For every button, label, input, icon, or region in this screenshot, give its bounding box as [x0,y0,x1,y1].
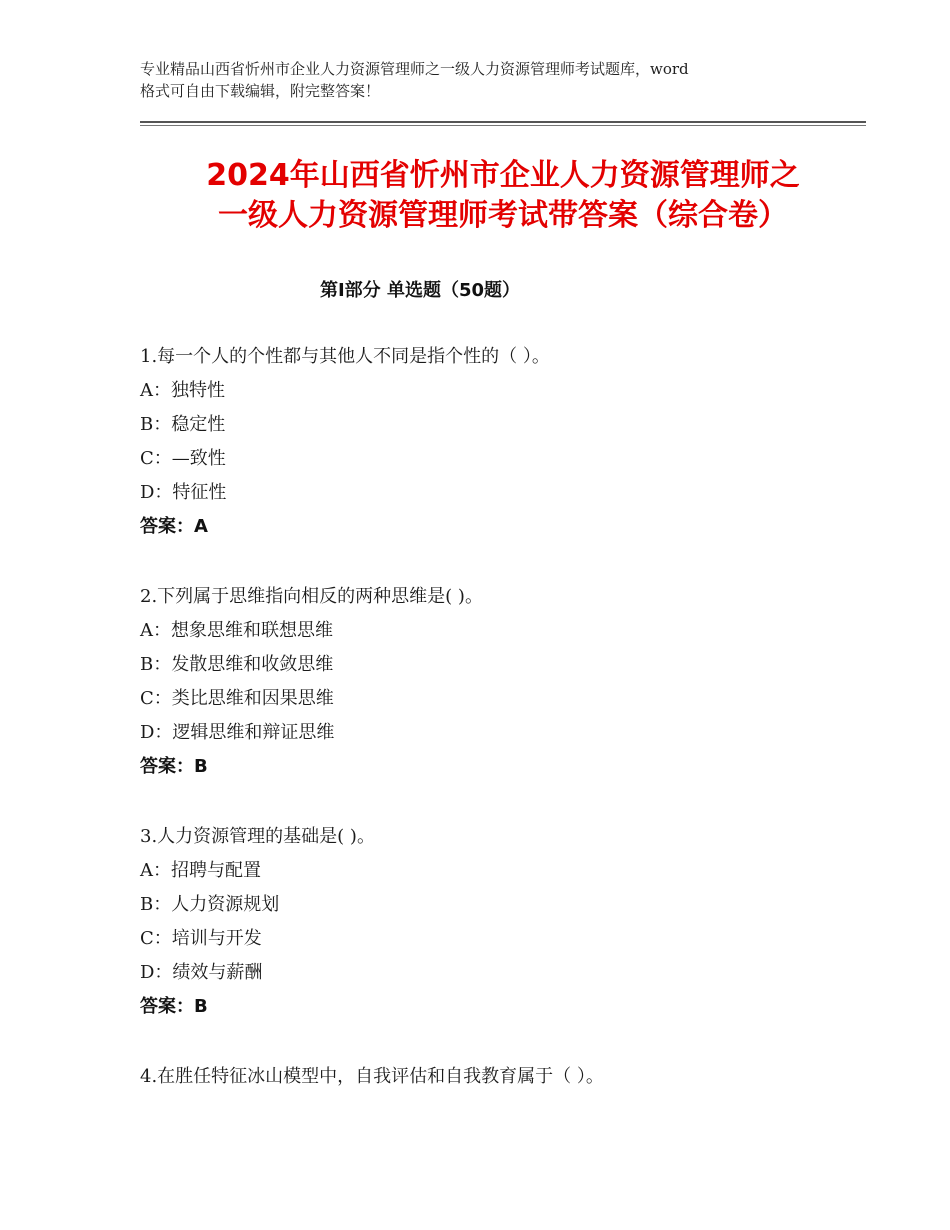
header-note-line-1: 专业精品山西省忻州市企业人力资源管理师之一级人力资源管理师考试题库，word [140,60,689,78]
option-d: D：逻辑思维和辩证思维 [140,722,335,743]
option-a: A：独特性 [140,380,225,401]
question-2 [140,580,860,784]
option-b: B：发散思维和收敛思维 [140,654,334,675]
header-note [140,58,830,102]
question-list [140,340,860,1130]
option-a: A：想象思维和联想思维 [140,620,333,641]
document-title [140,156,866,236]
header-note-line-2: 格式可自由下载编辑，附完整答案！ [140,82,381,100]
document-title-line-1: 2024年山西省忻州市企业人力资源管理师之 [206,158,800,193]
document-title-line-2: 一级人力资源管理师考试带答案（综合卷） [218,198,788,233]
option-c: C：—致性 [140,448,226,469]
answer: 答案：B [140,756,208,777]
question-3 [140,820,860,1024]
option-b: B：人力资源规划 [140,894,280,915]
header-divider-thick [140,121,866,123]
option-c: C：培训与开发 [140,928,262,949]
answer: 答案：A [140,516,208,537]
section-title: 第Ⅰ部分 单选题（50题） [319,280,520,301]
question-stem: 4.在胜任特征冰山模型中，自我评估和自我教育属于（ ）。 [140,1066,604,1087]
header-divider-thin [140,125,866,126]
question-4 [140,1060,860,1094]
option-c: C：类比思维和因果思维 [140,688,334,709]
question-1 [140,340,860,544]
option-a: A：招聘与配置 [140,860,261,881]
option-d: D：绩效与薪酬 [140,962,263,983]
option-b: B：稳定性 [140,414,226,435]
question-stem: 2.下列属于思维指向相反的两种思维是( )。 [140,586,483,607]
question-stem: 3.人力资源管理的基础是( )。 [140,826,375,847]
option-d: D：特征性 [140,482,227,503]
question-stem: 1.每一个人的个性都与其他人不同是指个性的（ ）。 [140,346,550,367]
answer: 答案：B [140,996,208,1017]
